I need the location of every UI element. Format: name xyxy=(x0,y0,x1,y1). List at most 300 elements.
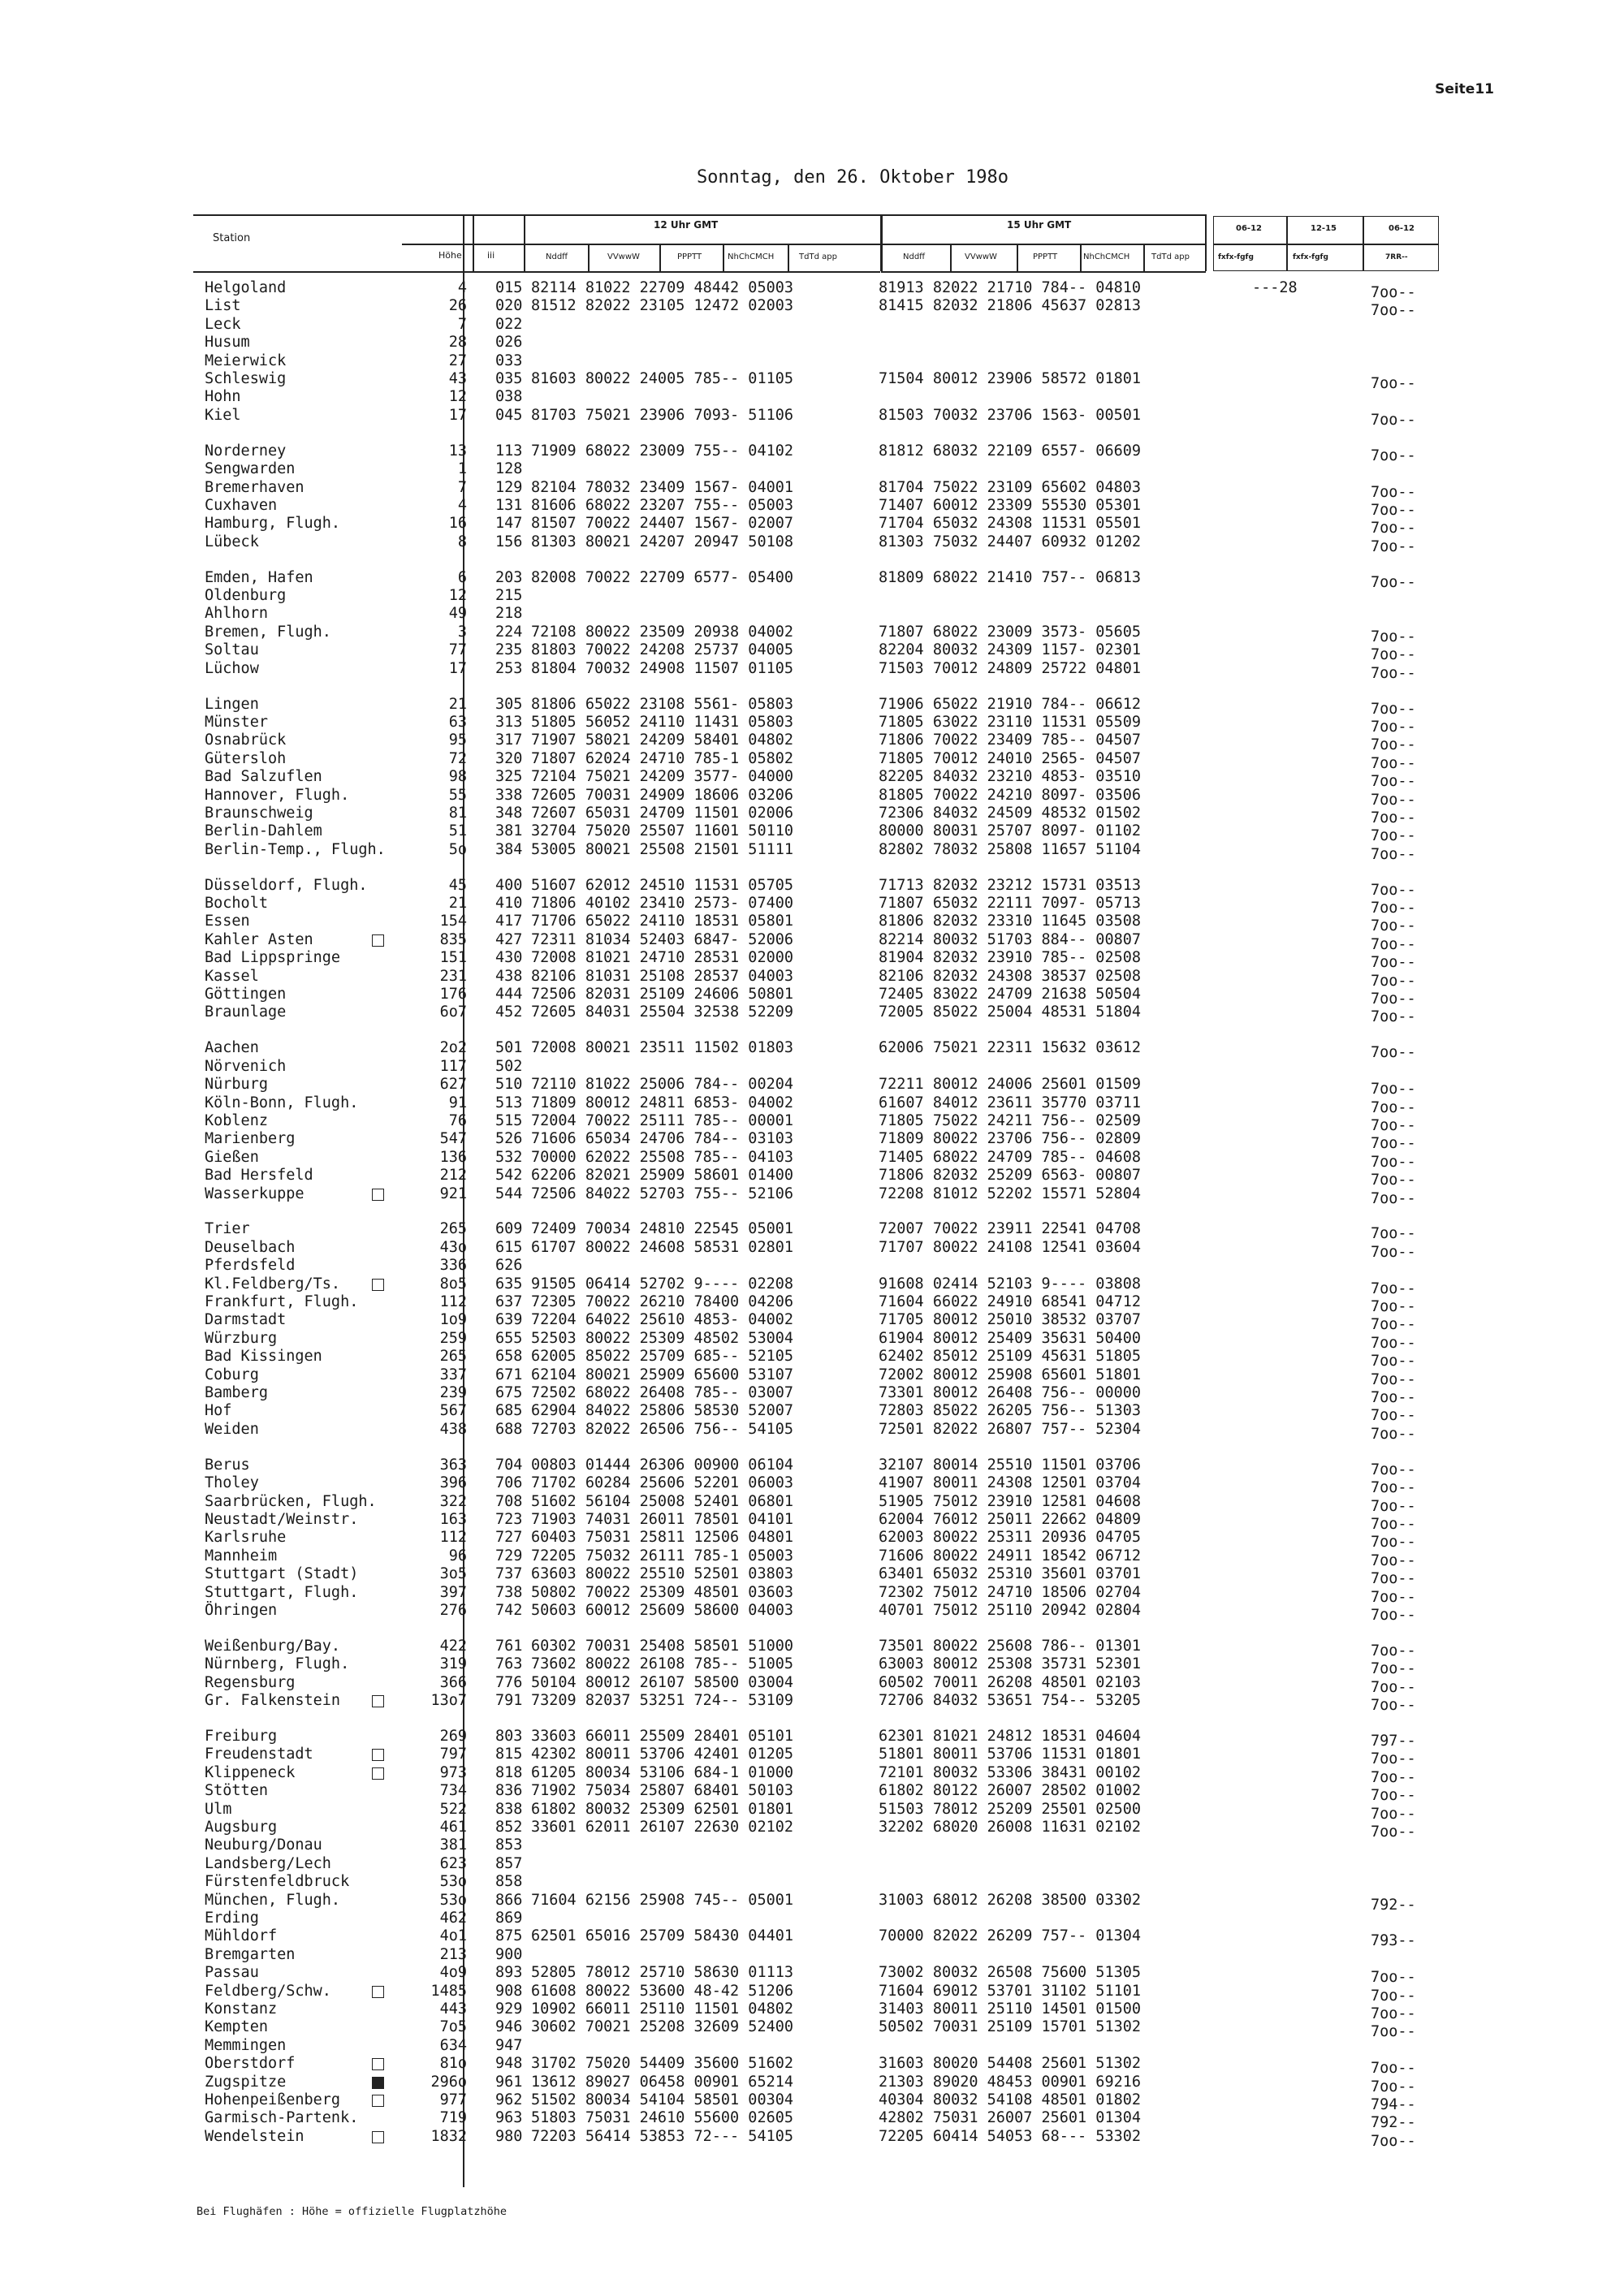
station-name: Frankfurt, Flugh. xyxy=(205,1293,359,1310)
gust-value: ---28 xyxy=(1252,279,1298,296)
precip-code: 7oo-- xyxy=(1371,1479,1416,1497)
obs-15utc: 31003 68012 26208 38500 03302 xyxy=(879,1891,1142,1909)
obs-12utc: 91505 06414 52702 9---- 02208 xyxy=(531,1275,794,1293)
gust-sub-2: fxfx-fgfg xyxy=(1293,253,1328,261)
obs-12utc: 72004 70022 25111 785-- 00001 xyxy=(531,1111,794,1129)
station-index: 129 xyxy=(495,478,523,496)
obs-12utc: 72605 84031 25504 32538 52209 xyxy=(531,1003,794,1021)
station-name: Norderney xyxy=(205,442,287,460)
station-name: Köln-Bonn, Flugh. xyxy=(205,1094,359,1111)
precip-code: 7oo-- xyxy=(1371,2023,1416,2041)
obs-15utc: 71604 66022 24910 68541 04712 xyxy=(879,1293,1142,1310)
square-marker-icon xyxy=(372,2058,384,2070)
precip-code: 7oo-- xyxy=(1371,900,1416,917)
precip-code: 7oo-- xyxy=(1371,447,1416,464)
obs-12utc: 71604 62156 25908 745-- 05001 xyxy=(531,1891,794,1909)
station-name: Oldenburg xyxy=(205,587,287,604)
station-height: 112 xyxy=(439,1293,467,1310)
obs-15utc: 71805 75022 24211 756-- 02509 xyxy=(879,1111,1142,1129)
station-height: 13 xyxy=(448,442,467,460)
square-marker-icon xyxy=(372,1749,384,1761)
station-index: 427 xyxy=(495,930,523,948)
obs-15utc: 51801 80011 53706 11531 01801 xyxy=(879,1746,1142,1763)
obs-15utc: 50502 70031 25109 15701 51302 xyxy=(879,2018,1142,2036)
obs-15utc: 71705 80012 25010 38532 03707 xyxy=(879,1311,1142,1329)
obs-12utc: 72502 68022 26408 785-- 03007 xyxy=(531,1384,794,1401)
station-height: 176 xyxy=(439,986,467,1003)
station-index: 502 xyxy=(495,1057,523,1075)
precip-code: 7oo-- xyxy=(1371,990,1416,1008)
station-index: 961 xyxy=(495,2073,523,2091)
obs-15utc: 72803 85022 26205 756-- 51303 xyxy=(879,1402,1142,1420)
station-index: 035 xyxy=(495,370,523,387)
precip-code: 7oo-- xyxy=(1371,284,1416,301)
obs-12utc: 72204 64022 25610 4853- 04002 xyxy=(531,1311,794,1329)
station-height: 322 xyxy=(439,1492,467,1510)
precip-code: 7oo-- xyxy=(1371,972,1416,990)
station-index: 655 xyxy=(495,1329,523,1347)
station-index: 615 xyxy=(495,1238,523,1256)
obs-15utc: 61802 80122 26007 28502 01002 xyxy=(879,1782,1142,1800)
header-15uhr: 15 Uhr GMT xyxy=(1007,219,1072,231)
obs-12utc: 51805 56052 24110 11431 05803 xyxy=(531,713,794,731)
station-name: Berlin-Dahlem xyxy=(205,822,322,840)
obs-12utc: 81303 80021 24207 20947 50108 xyxy=(531,533,794,550)
precip-code: 7oo-- xyxy=(1371,1225,1416,1243)
station-height: 76 xyxy=(448,1111,467,1129)
station-name: Osnabrück xyxy=(205,732,287,749)
station-height: 623 xyxy=(439,1854,467,1872)
station-index: 215 xyxy=(495,587,523,604)
col-sep-15-left xyxy=(881,214,883,271)
obs-15utc: 61904 80012 25409 35631 50400 xyxy=(879,1329,1142,1347)
station-name: Tholey xyxy=(205,1474,259,1492)
precip-code: 793-- xyxy=(1371,1932,1416,1950)
square-marker-icon xyxy=(372,1986,384,1998)
obs-12utc: 81803 70022 24208 25737 04005 xyxy=(531,641,794,659)
obs-12utc: 51602 56104 25008 52401 06801 xyxy=(531,1492,794,1510)
obs-12utc: 81507 70022 24407 1567- 02007 xyxy=(531,515,794,533)
station-index: 737 xyxy=(495,1565,523,1583)
station-index: 675 xyxy=(495,1384,523,1401)
obs-15utc: 71807 68022 23009 3573- 05605 xyxy=(879,623,1142,641)
precip-code: 7oo-- xyxy=(1371,809,1416,826)
station-height: 977 xyxy=(439,2091,467,2108)
precip-code: 7oo-- xyxy=(1371,1823,1416,1841)
station-name: Cuxhaven xyxy=(205,496,278,514)
station-index: 962 xyxy=(495,2091,523,2108)
station-name: Hannover, Flugh. xyxy=(205,786,350,804)
station-name: Gießen xyxy=(205,1148,259,1166)
precip-code: 7oo-- xyxy=(1371,845,1416,863)
station-name: Gütersloh xyxy=(205,749,287,767)
station-name: Bocholt xyxy=(205,895,268,912)
precip-code: 7oo-- xyxy=(1371,1497,1416,1515)
station-index: 776 xyxy=(495,1673,523,1691)
station-index: 131 xyxy=(495,496,523,514)
square-marker-icon xyxy=(372,2131,384,2143)
obs-15utc: 81812 68032 22109 6557- 06609 xyxy=(879,442,1142,460)
station-height: 1832 xyxy=(430,2127,467,2145)
station-name: Bremen, Flugh. xyxy=(205,623,331,641)
precip-code: 7oo-- xyxy=(1371,1425,1416,1443)
station-height: 28 xyxy=(448,334,467,352)
station-name: Husum xyxy=(205,334,250,352)
station-height: 27 xyxy=(448,352,467,369)
col-sep-15-d xyxy=(1143,244,1145,271)
station-height: 63 xyxy=(448,713,467,731)
precip-code: 7oo-- xyxy=(1371,1280,1416,1297)
obs-12utc: 82106 81031 25108 28537 04003 xyxy=(531,967,794,985)
station-index: 729 xyxy=(495,1547,523,1564)
station-height: 422 xyxy=(439,1637,467,1655)
precip-code: 7oo-- xyxy=(1371,736,1416,754)
obs-15utc: 82214 80032 51703 884-- 00807 xyxy=(879,930,1142,948)
station-height: 81 xyxy=(448,804,467,822)
station-index: 438 xyxy=(495,967,523,985)
obs-15utc: 62004 76012 25011 22662 04809 xyxy=(879,1510,1142,1528)
obs-15utc: 72007 70022 23911 22541 04708 xyxy=(879,1220,1142,1238)
obs-12utc: 70000 62022 25508 785-- 04103 xyxy=(531,1148,794,1166)
station-index: 020 xyxy=(495,297,523,315)
obs-15utc: 72405 83022 24709 21638 50504 xyxy=(879,986,1142,1003)
obs-12utc: 32704 75020 25507 11601 50110 xyxy=(531,822,794,840)
station-name: Nürburg xyxy=(205,1076,268,1094)
header-iii: iii xyxy=(487,250,495,261)
station-name: Mannheim xyxy=(205,1547,278,1564)
station-name: Oberstdorf xyxy=(205,2055,296,2073)
obs-12utc: 73209 82037 53251 724-- 53109 xyxy=(531,1692,794,1709)
obs-12utc: 71903 74031 26011 78501 04101 xyxy=(531,1510,794,1528)
station-height: 53o xyxy=(439,1873,467,1891)
station-height: 5o xyxy=(448,840,467,858)
station-index: 033 xyxy=(495,352,523,369)
obs-15utc: 62003 80022 25311 20936 04705 xyxy=(879,1529,1142,1547)
precip-code: 7oo-- xyxy=(1371,1787,1416,1805)
obs-12utc: 51502 80034 54104 58501 00304 xyxy=(531,2091,794,2108)
station-index: 224 xyxy=(495,623,523,641)
page-title: Sonntag, den 26. Oktober 198o xyxy=(696,167,1009,188)
station-height: 81o xyxy=(439,2055,467,2073)
station-index: 791 xyxy=(495,1692,523,1709)
precip-code: 7oo-- xyxy=(1371,573,1416,591)
obs-12utc: 82114 81022 22709 48442 05003 xyxy=(531,279,794,296)
obs-15utc: 72306 84032 24509 48532 01502 xyxy=(879,804,1142,822)
station-index: 203 xyxy=(495,568,523,586)
station-index: 526 xyxy=(495,1130,523,1148)
obs-12utc: 81603 80022 24005 785-- 01105 xyxy=(531,370,794,387)
precip-code: 7oo-- xyxy=(1371,1697,1416,1714)
station-height: 95 xyxy=(448,732,467,749)
precip-code: 7oo-- xyxy=(1371,664,1416,682)
station-index: 963 xyxy=(495,2109,523,2127)
station-height: 319 xyxy=(439,1655,467,1673)
station-index: 410 xyxy=(495,895,523,912)
precip-code: 7oo-- xyxy=(1371,2132,1416,2150)
station-index: 688 xyxy=(495,1420,523,1438)
obs-15utc: 71805 63022 23110 11531 05509 xyxy=(879,713,1142,731)
station-height: 366 xyxy=(439,1673,467,1691)
obs-12utc: 50104 80012 26107 58500 03004 xyxy=(531,1673,794,1691)
station-index: 235 xyxy=(495,641,523,659)
obs-12utc: 81806 65022 23108 5561- 05803 xyxy=(531,695,794,713)
station-height: 96 xyxy=(448,1547,467,1564)
obs-12utc: 53005 80021 25508 21501 51111 xyxy=(531,840,794,858)
obs-12utc: 61608 80022 53600 48-42 51206 xyxy=(531,1982,794,2000)
station-height: 4o1 xyxy=(439,1927,467,1945)
station-name: Sengwarden xyxy=(205,460,296,478)
station-height: 3o5 xyxy=(439,1565,467,1583)
station-name: Düsseldorf, Flugh. xyxy=(205,876,368,894)
gust-header-0612: 06-12 xyxy=(1236,224,1262,233)
precip-code: 7oo-- xyxy=(1371,411,1416,429)
station-index: 704 xyxy=(495,1456,523,1474)
station-name: Aachen xyxy=(205,1039,259,1057)
station-index: 946 xyxy=(495,2018,523,2036)
station-height: 117 xyxy=(439,1057,467,1075)
obs-12utc: 61802 80032 25309 62501 01801 xyxy=(531,1800,794,1818)
obs-12utc: 33603 66011 25509 28401 05101 xyxy=(531,1727,794,1745)
precip-code: 7oo-- xyxy=(1371,881,1416,899)
station-index: 869 xyxy=(495,1909,523,1927)
obs-12utc: 62501 65016 25709 58430 04401 xyxy=(531,1927,794,1945)
precip-code: 7oo-- xyxy=(1371,501,1416,519)
obs-15utc: 82802 78032 25808 11657 51104 xyxy=(879,840,1142,858)
obs-15utc: 72205 60414 54053 68--- 53302 xyxy=(879,2127,1142,2145)
precip-code: 7oo-- xyxy=(1371,520,1416,537)
precip-code: 7oo-- xyxy=(1371,935,1416,953)
station-index: 947 xyxy=(495,2036,523,2054)
obs-15utc: 81913 82022 21710 784-- 04810 xyxy=(879,279,1142,296)
station-height: 1o9 xyxy=(439,1311,467,1329)
station-height: 8o5 xyxy=(439,1275,467,1293)
obs-15utc: 81415 82032 21806 45637 02813 xyxy=(879,297,1142,315)
station-name: Emden, Hafen xyxy=(205,568,313,586)
station-height: 276 xyxy=(439,1601,467,1619)
gust-sub-1: fxfx-fgfg xyxy=(1218,253,1254,261)
station-index: 156 xyxy=(495,533,523,550)
station-height: 381 xyxy=(439,1836,467,1854)
station-height: 21 xyxy=(448,895,467,912)
station-name: Saarbrücken, Flugh. xyxy=(205,1492,377,1510)
precip-code: 7oo-- xyxy=(1371,700,1416,718)
obs-12utc: 72311 81034 52403 6847- 52006 xyxy=(531,930,794,948)
station-name: Bad Lippspringe xyxy=(205,949,341,967)
station-height: 265 xyxy=(439,1220,467,1238)
precip-code: 7oo-- xyxy=(1371,1750,1416,1768)
obs-15utc: 31403 80011 25110 14501 01500 xyxy=(879,2000,1142,2018)
precip-code: 7oo-- xyxy=(1371,1353,1416,1370)
station-height: 265 xyxy=(439,1348,467,1366)
station-name: München, Flugh. xyxy=(205,1891,341,1909)
station-name: Freudenstadt xyxy=(205,1746,313,1763)
station-height: 212 xyxy=(439,1167,467,1185)
obs-12utc: 71702 60284 25606 52201 06003 xyxy=(531,1474,794,1492)
obs-15utc: 82106 82032 24308 38537 02508 xyxy=(879,967,1142,985)
station-index: 501 xyxy=(495,1039,523,1057)
station-index: 510 xyxy=(495,1076,523,1094)
station-index: 803 xyxy=(495,1727,523,1745)
obs-12utc: 63603 80022 25510 52501 03803 xyxy=(531,1565,794,1583)
precip-code: 7oo-- xyxy=(1371,1153,1416,1171)
station-index: 836 xyxy=(495,1782,523,1800)
col-sep-12-a xyxy=(588,244,590,271)
station-height: 337 xyxy=(439,1366,467,1383)
station-name: Bad Hersfeld xyxy=(205,1167,313,1185)
station-index: 858 xyxy=(495,1873,523,1891)
obs-12utc: 13612 89027 06458 00901 65214 xyxy=(531,2073,794,2091)
station-height: 43o xyxy=(439,1238,467,1256)
obs-15utc: 71704 65032 24308 11531 05501 xyxy=(879,515,1142,533)
station-index: 875 xyxy=(495,1927,523,1945)
station-height: 43 xyxy=(448,370,467,387)
col-sep-12-d xyxy=(788,244,789,271)
station-height: 231 xyxy=(439,967,467,985)
obs-15utc: 72208 81012 52202 15571 52804 xyxy=(879,1185,1142,1202)
station-name: Deuselbach xyxy=(205,1238,296,1256)
station-height: 7 xyxy=(457,315,467,333)
station-index: 452 xyxy=(495,1003,523,1021)
header-station: Station xyxy=(213,232,251,244)
precip-code: 7oo-- xyxy=(1371,1044,1416,1062)
obs-15utc: 81806 82032 23310 11645 03508 xyxy=(879,913,1142,930)
header-hoehe: Höhe xyxy=(438,250,462,261)
precip-code: 7oo-- xyxy=(1371,1642,1416,1659)
precip-code: 7oo-- xyxy=(1371,1570,1416,1588)
obs-15utc: 82205 84032 23210 4853- 03510 xyxy=(879,768,1142,786)
col-sep-iii xyxy=(524,214,525,271)
station-height: 98 xyxy=(448,768,467,786)
station-index: 253 xyxy=(495,659,523,677)
station-index: 430 xyxy=(495,949,523,967)
station-index: 908 xyxy=(495,1982,523,2000)
header-12uhr: 12 Uhr GMT xyxy=(654,219,719,231)
obs-15utc: 70000 82022 26209 757-- 01304 xyxy=(879,1927,1142,1945)
station-index: 818 xyxy=(495,1763,523,1781)
col-sep-15-c xyxy=(1080,244,1082,271)
square-marker-icon xyxy=(372,1279,384,1291)
precip-code: 7oo-- xyxy=(1371,483,1416,501)
station-index: 113 xyxy=(495,442,523,460)
obs-12utc: 72409 70034 24810 22545 05001 xyxy=(531,1220,794,1238)
obs-12utc: 60403 75031 25811 12506 04801 xyxy=(531,1529,794,1547)
precip-code: 7oo-- xyxy=(1371,1407,1416,1425)
station-height: 55 xyxy=(448,786,467,804)
station-name: Landsberg/Lech xyxy=(205,1854,331,1872)
obs-15utc: 63401 65032 25310 35601 03701 xyxy=(879,1565,1142,1583)
station-name: Hohn xyxy=(205,388,241,406)
col-sep-12-c xyxy=(723,244,724,271)
station-name: Braunlage xyxy=(205,1003,287,1021)
obs-15utc: 62006 75021 22311 15632 03612 xyxy=(879,1039,1142,1057)
station-height: 438 xyxy=(439,1420,467,1438)
station-name: Pferdsfeld xyxy=(205,1257,296,1275)
precip-code: 7oo-- xyxy=(1371,1098,1416,1116)
obs-12utc: 72703 82022 26506 756-- 54105 xyxy=(531,1420,794,1438)
station-height: 1 xyxy=(457,460,467,478)
precip-code: 7oo-- xyxy=(1371,754,1416,772)
station-height: 13o7 xyxy=(430,1692,467,1709)
square-marker-icon xyxy=(372,1767,384,1780)
station-name: Lübeck xyxy=(205,533,259,550)
station-name: Bremgarten xyxy=(205,1945,296,1963)
station-index: 838 xyxy=(495,1800,523,1818)
station-index: 532 xyxy=(495,1148,523,1166)
station-name: Essen xyxy=(205,913,250,930)
station-name: Nörvenich xyxy=(205,1057,287,1075)
station-name: Bamberg xyxy=(205,1384,268,1401)
obs-12utc: 71907 58021 24209 58401 04802 xyxy=(531,732,794,749)
obs-12utc: 50603 60012 25609 58600 04003 xyxy=(531,1601,794,1619)
station-name: Weiden xyxy=(205,1420,259,1438)
obs-12utc: 82104 78032 23409 1567- 04001 xyxy=(531,478,794,496)
obs-12utc: 72104 75021 24209 3577- 04000 xyxy=(531,768,794,786)
station-height: 16 xyxy=(448,515,467,533)
station-name: Trier xyxy=(205,1220,250,1238)
station-index: 742 xyxy=(495,1601,523,1619)
station-index: 542 xyxy=(495,1167,523,1185)
station-height: 835 xyxy=(439,930,467,948)
station-name: Augsburg xyxy=(205,1818,278,1836)
header-15-nchcmch: NhChCMCH xyxy=(1083,252,1130,261)
square-marker-icon xyxy=(372,1695,384,1707)
obs-15utc: 81503 70032 23706 1563- 00501 xyxy=(879,406,1142,424)
station-index: 635 xyxy=(495,1275,523,1293)
station-height: 269 xyxy=(439,1727,467,1745)
obs-12utc: 72605 70031 24909 18606 03206 xyxy=(531,786,794,804)
obs-15utc: 71713 82032 23212 15731 03513 xyxy=(879,876,1142,894)
header-15-nddff: Nddff xyxy=(903,252,926,261)
obs-15utc: 32202 68020 26008 11631 02102 xyxy=(879,1818,1142,1836)
obs-12utc: 42302 80011 53706 42401 01205 xyxy=(531,1746,794,1763)
obs-12utc: 30602 70021 25208 32609 52400 xyxy=(531,2018,794,2036)
station-height: 461 xyxy=(439,1818,467,1836)
station-height: 363 xyxy=(439,1456,467,1474)
obs-12utc: 82008 70022 22709 6577- 05400 xyxy=(531,568,794,586)
precip-code: 7oo-- xyxy=(1371,1243,1416,1261)
obs-15utc: 72005 85022 25004 48531 51804 xyxy=(879,1003,1142,1021)
header-12-nddff: Nddff xyxy=(546,252,568,261)
obs-15utc: 72302 75012 24710 18506 02704 xyxy=(879,1583,1142,1601)
obs-12utc: 81512 82022 23105 12472 02003 xyxy=(531,297,794,315)
obs-15utc: 71805 70012 24010 2565- 04507 xyxy=(879,749,1142,767)
station-index: 685 xyxy=(495,1402,523,1420)
station-index: 400 xyxy=(495,876,523,894)
station-height: 634 xyxy=(439,2036,467,2054)
station-index: 706 xyxy=(495,1474,523,1492)
station-height: 112 xyxy=(439,1529,467,1547)
station-name: Ahlhorn xyxy=(205,605,268,623)
col-sep-15-b xyxy=(1017,244,1018,271)
obs-12utc: 31702 75020 54409 35600 51602 xyxy=(531,2055,794,2073)
station-index: 026 xyxy=(495,334,523,352)
station-height: 2o2 xyxy=(439,1039,467,1057)
obs-15utc: 73501 80022 25608 786-- 01301 xyxy=(879,1637,1142,1655)
station-height: 6o7 xyxy=(439,1003,467,1021)
station-height: 17 xyxy=(448,406,467,424)
station-name: Fürstenfeldbruck xyxy=(205,1873,350,1891)
precip-code: 7oo-- xyxy=(1371,1389,1416,1406)
obs-12utc: 60302 70031 25408 58501 51000 xyxy=(531,1637,794,1655)
precip-code: 7oo-- xyxy=(1371,718,1416,736)
station-name: Passau xyxy=(205,1964,259,1982)
header-12-ppptt: PPPTT xyxy=(677,252,702,261)
station-index: 639 xyxy=(495,1311,523,1329)
station-height: 627 xyxy=(439,1076,467,1094)
obs-12utc: 71807 62024 24710 785-1 05802 xyxy=(531,749,794,767)
obs-15utc: 21303 89020 48453 00901 69216 xyxy=(879,2073,1142,2091)
precip-code: 7oo-- xyxy=(1371,646,1416,664)
